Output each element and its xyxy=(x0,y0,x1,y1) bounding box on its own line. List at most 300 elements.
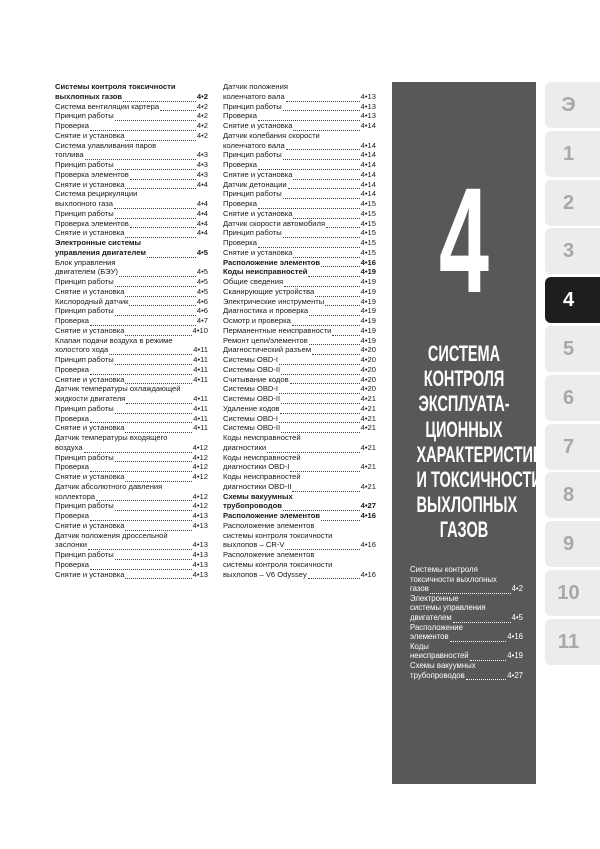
toc-entry[interactable] xyxy=(223,316,376,326)
chapter-tab-8[interactable]: 8 xyxy=(545,472,600,518)
dot-leader xyxy=(88,542,192,550)
dot-leader xyxy=(125,181,195,189)
toc-entry-title: Снятие и установка xyxy=(55,130,125,140)
dot-leader xyxy=(290,376,360,384)
dot-leader xyxy=(125,425,192,433)
toc-entry[interactable] xyxy=(223,443,376,453)
toc-entry-page: 4•21 xyxy=(360,413,376,423)
toc-entry[interactable] xyxy=(223,355,376,365)
toc-entry[interactable] xyxy=(223,248,376,258)
toc-entry-title: Принцип работы xyxy=(55,355,114,364)
toc-entry-page: 4•15 xyxy=(360,247,376,257)
toc-entry[interactable] xyxy=(55,131,208,141)
toc-entry[interactable] xyxy=(55,267,208,277)
dot-leader xyxy=(285,542,359,550)
toc-entry-page: 4•16 xyxy=(507,632,523,642)
dot-leader xyxy=(125,376,192,384)
toc-entry-page: 4•2 xyxy=(196,111,208,121)
chapter-tab-7[interactable]: 7 xyxy=(545,424,600,470)
dot-leader xyxy=(279,415,360,423)
toc-entry[interactable] xyxy=(55,345,208,355)
toc-entry[interactable] xyxy=(223,540,376,550)
dot-leader xyxy=(281,425,360,433)
toc-entry-page: 4•11 xyxy=(193,355,208,364)
toc-entry[interactable] xyxy=(410,584,523,594)
toc-entry-title: Системы OBD-I xyxy=(223,355,279,364)
toc-entry-page: 4•20 xyxy=(360,364,376,374)
dot-leader xyxy=(308,571,360,579)
dot-leader xyxy=(109,347,192,355)
toc-entry-page: 4•2 xyxy=(196,130,208,140)
chapter-title-line: ХАРАКТЕРИСТИК xyxy=(416,441,542,467)
toc-entry[interactable]: Система улавливания паров xyxy=(55,140,157,150)
chapter-tab-3[interactable]: 3 xyxy=(545,228,600,274)
toc-entry[interactable] xyxy=(410,613,523,623)
toc-entry[interactable] xyxy=(55,365,208,375)
toc-entry[interactable] xyxy=(55,228,208,238)
toc-entry[interactable] xyxy=(55,375,208,385)
toc-entry[interactable]: Датчик температуры охлаждающей xyxy=(55,384,181,394)
toc-entry-page: 4•3 xyxy=(196,160,208,169)
toc-entry-page: 4•2 xyxy=(196,101,208,111)
toc-entry-title: холостого хода xyxy=(55,345,109,355)
toc-entry-title: Снятие и установка xyxy=(55,286,125,296)
chapter-tab-4[interactable]: 4 xyxy=(545,277,600,323)
toc-entry[interactable] xyxy=(55,111,208,121)
dot-leader xyxy=(321,513,360,521)
dot-leader xyxy=(115,406,193,414)
toc-entry-page: 4•20 xyxy=(360,384,376,394)
toc-entry[interactable] xyxy=(55,316,208,326)
toc-entry-title: выхлопного газа xyxy=(55,199,113,208)
dot-leader xyxy=(286,94,360,102)
dot-leader xyxy=(115,503,192,511)
chapter-tab-6[interactable]: 6 xyxy=(545,375,600,421)
toc-entry-page: 4•5 xyxy=(196,286,208,296)
toc-entry[interactable] xyxy=(223,267,376,277)
toc-entry-title: Снятие и установка xyxy=(55,179,125,189)
dot-leader xyxy=(115,279,196,287)
chapter-title-line: КОНТРОЛЯ xyxy=(423,366,505,392)
toc-entry[interactable]: Расположение xyxy=(410,622,463,632)
chapter-number: 4 xyxy=(438,156,490,324)
toc-entry-page: 4•5 xyxy=(196,267,208,277)
chapter-tab-1[interactable]: 1 xyxy=(545,131,600,177)
toc-entry-title: Проверка xyxy=(223,111,258,121)
toc-entry-page: 4•21 xyxy=(360,442,376,452)
toc-entry-title: Проверка xyxy=(55,316,90,325)
toc-entry[interactable]: Блок управления xyxy=(55,257,116,267)
toc-entry[interactable] xyxy=(223,170,376,180)
toc-entry[interactable] xyxy=(55,550,208,560)
toc-entry-page: 4•13 xyxy=(192,550,208,559)
toc-entry[interactable] xyxy=(223,238,376,248)
toc-entry-page: 4•12 xyxy=(192,452,208,462)
toc-entry[interactable]: Коды неисправностей xyxy=(223,433,301,442)
dot-leader xyxy=(90,367,192,375)
toc-entry-page: 4•14 xyxy=(360,150,376,160)
toc-entry-title: Принцип работы xyxy=(223,228,282,238)
chapter-tab-2[interactable]: 2 xyxy=(545,180,600,226)
toc-entry-page: 4•21 xyxy=(360,403,376,413)
toc-entry[interactable] xyxy=(55,150,208,160)
toc-entry[interactable] xyxy=(223,92,376,102)
toc-entry-page: 4•4 xyxy=(196,179,208,189)
toc-entry[interactable]: Датчик температуры входящего xyxy=(55,433,168,442)
dot-leader xyxy=(115,113,196,121)
toc-entry-page: 4•12 xyxy=(192,501,208,511)
toc-entry[interactable] xyxy=(55,423,208,433)
toc-entry[interactable] xyxy=(55,443,208,453)
toc-entry[interactable]: Системы контроля xyxy=(410,565,478,574)
toc-entry[interactable]: Коды xyxy=(410,641,429,651)
toc-entry-title: Системы OBD-II xyxy=(223,394,281,403)
toc-entry-title: Принцип работы xyxy=(55,208,114,218)
toc-entry-page: 4•11 xyxy=(193,345,208,355)
toc-entry-page: 4•20 xyxy=(360,374,376,384)
toc-entry[interactable]: системы управления xyxy=(410,603,486,613)
toc-entry[interactable] xyxy=(223,180,376,190)
toc-entry-page: 4•20 xyxy=(360,345,376,355)
toc-entry[interactable] xyxy=(223,345,376,355)
toc-entry[interactable] xyxy=(223,150,376,160)
toc-entry[interactable] xyxy=(223,384,376,394)
toc-entry[interactable] xyxy=(223,141,376,151)
toc-entry[interactable]: Коды неисправностей xyxy=(223,472,301,481)
toc-entry-title: Диагностический разъем xyxy=(223,345,312,355)
toc-entry-page: 4•11 xyxy=(193,364,208,374)
toc-entry[interactable] xyxy=(223,277,376,287)
toc-entry-title: Проверка xyxy=(55,462,90,472)
dot-leader xyxy=(126,396,192,404)
toc-entry[interactable] xyxy=(223,404,376,414)
toc-entry-title: Принцип работы xyxy=(55,111,114,121)
toc-entry[interactable]: Коды неисправностей xyxy=(223,452,301,462)
toc-entry-title: Принцип работы xyxy=(55,403,114,413)
toc-entry-title: Принцип работы xyxy=(223,189,282,199)
toc-entry-title: Снятие и установка xyxy=(223,169,293,179)
toc-entry-title: Общие сведения xyxy=(223,277,284,286)
toc-entry-title: Датчик детонации xyxy=(223,179,287,189)
toc-entry-title: Снятие и установка xyxy=(55,423,125,433)
toc-entry[interactable] xyxy=(223,482,376,492)
toc-entry[interactable]: Датчик положения дроссельной xyxy=(55,530,168,540)
toc-entry-page: 4•3 xyxy=(196,150,208,160)
toc-entry-page: 4•16 xyxy=(360,257,376,267)
toc-entry-title: Проверка xyxy=(55,511,90,520)
toc-entry-title: диагностики OBD-I xyxy=(223,462,290,472)
toc-entry[interactable] xyxy=(55,462,208,472)
toc-entry-title: Проверка элементов xyxy=(55,218,129,228)
dot-leader xyxy=(288,181,360,189)
toc-entry-title: Системы OBD-II xyxy=(223,423,281,433)
toc-entry-page: 4•19 xyxy=(360,316,376,325)
toc-entry[interactable] xyxy=(55,570,208,580)
toc-entry[interactable] xyxy=(223,258,376,268)
toc-entry[interactable] xyxy=(223,287,376,297)
toc-entry[interactable] xyxy=(55,121,208,131)
toc-entry[interactable]: Схемы вакуумных xyxy=(223,491,293,501)
toc-entry[interactable] xyxy=(55,297,208,307)
toc-entry-title: Снятие и установка xyxy=(55,472,125,481)
toc-entry-page: 4•4 xyxy=(196,208,208,218)
toc-entry[interactable] xyxy=(55,540,208,550)
dot-leader xyxy=(125,133,195,141)
toc-entry-page: 4•10 xyxy=(192,325,208,335)
dot-leader xyxy=(90,513,192,521)
dot-leader xyxy=(267,445,359,453)
toc-entry-page: 4•21 xyxy=(360,394,376,403)
chapter-title-line: И ТОКСИЧНОСТИ xyxy=(416,467,542,493)
toc-entry-title: Снятие и установка xyxy=(55,569,125,579)
chapter-tab-9[interactable]: 9 xyxy=(545,521,600,567)
toc-entry[interactable] xyxy=(55,404,208,414)
toc-entry[interactable]: Датчик положения xyxy=(223,82,288,91)
toc-entry[interactable] xyxy=(223,189,376,199)
toc-entry-title: коленчатого вала xyxy=(223,91,285,101)
toc-entry[interactable] xyxy=(223,228,376,238)
dot-leader xyxy=(470,653,507,661)
chapter-title-line: ЦИОННЫХ xyxy=(425,416,503,442)
dot-leader xyxy=(309,337,360,345)
dot-leader xyxy=(90,318,196,326)
toc-entry-title: Проверка xyxy=(55,413,90,423)
toc-entry[interactable]: Расположение элементов xyxy=(223,520,315,530)
dot-leader xyxy=(115,211,196,219)
toc-entry[interactable] xyxy=(55,306,208,316)
toc-entry-title: коленчатого вала xyxy=(223,140,285,150)
toc-entry-page: 4•4 xyxy=(196,228,208,238)
dot-leader xyxy=(280,406,359,414)
toc-entry[interactable] xyxy=(55,92,208,102)
toc-entry-page: 4•15 xyxy=(360,218,376,228)
toc-entry[interactable] xyxy=(55,355,208,365)
dot-leader xyxy=(283,103,360,111)
toc-entry[interactable] xyxy=(223,423,376,433)
toc-entry[interactable] xyxy=(223,326,376,336)
dot-leader xyxy=(293,211,359,219)
toc-entry-page: 4•14 xyxy=(360,140,376,150)
toc-entry[interactable] xyxy=(55,560,208,570)
dot-leader xyxy=(279,357,360,365)
toc-entry-page: 4•13 xyxy=(192,520,208,530)
toc-entry[interactable] xyxy=(55,180,208,190)
chapter-tab-5[interactable]: 5 xyxy=(545,326,600,372)
chapter-mini-toc xyxy=(410,565,523,680)
toc-entry[interactable] xyxy=(55,209,208,219)
dot-leader xyxy=(90,464,192,472)
toc-entry-title: диагностики OBD-II xyxy=(223,481,292,491)
chapter-tab-e[interactable]: Э xyxy=(545,82,600,128)
dot-leader xyxy=(115,454,192,462)
toc-entry-title: Считывание кодов xyxy=(223,374,289,384)
toc-entry-page: 4•11 xyxy=(193,413,208,423)
toc-entry-title: Проверка xyxy=(223,199,258,208)
toc-entry-page: 4•2 xyxy=(196,91,208,101)
toc-entry-page: 4•14 xyxy=(360,179,376,189)
toc-entry-title: Принцип работы xyxy=(55,160,114,169)
toc-entry-title: топлива xyxy=(55,150,84,160)
toc-entry[interactable] xyxy=(223,306,376,316)
toc-entry-title: неисправностей xyxy=(410,651,469,661)
dot-leader xyxy=(115,552,192,560)
dot-leader xyxy=(84,445,192,453)
toc-entry-page: 4•15 xyxy=(360,199,376,208)
toc-entry-page: 4•12 xyxy=(192,491,208,501)
toc-entry[interactable] xyxy=(55,492,208,502)
toc-entry[interactable] xyxy=(223,394,376,404)
toc-entry[interactable] xyxy=(55,287,208,297)
dot-leader xyxy=(453,615,511,623)
dot-leader xyxy=(125,289,195,297)
chapter-tab-11[interactable]: 11 xyxy=(545,619,600,665)
toc-entry[interactable] xyxy=(223,365,376,375)
toc-entry-page: 4•14 xyxy=(360,169,376,179)
dot-leader xyxy=(321,259,360,267)
toc-entry[interactable] xyxy=(55,472,208,482)
toc-entry[interactable] xyxy=(223,219,376,229)
toc-entry[interactable] xyxy=(223,511,376,521)
toc-entry[interactable] xyxy=(55,219,208,229)
toc-entry[interactable] xyxy=(55,248,208,258)
toc-entry[interactable]: Схемы вакуумных xyxy=(410,660,476,670)
toc-entry[interactable] xyxy=(55,170,208,180)
dot-leader xyxy=(325,298,359,306)
toc-entry[interactable]: Клапан подачи воздуха в режиме xyxy=(55,335,173,345)
toc-entry[interactable] xyxy=(55,521,208,531)
toc-entry[interactable] xyxy=(55,277,208,287)
toc-entry-title: диагностики xyxy=(223,442,267,452)
toc-entry-page: 4•14 xyxy=(360,160,376,169)
dot-leader xyxy=(309,308,360,316)
toc-entry-page: 4•15 xyxy=(360,228,376,238)
toc-entry-title: Системы OBD-I xyxy=(223,384,279,394)
toc-entry[interactable] xyxy=(223,501,376,511)
dot-leader xyxy=(125,474,191,482)
toc-entry[interactable] xyxy=(55,453,208,463)
toc-entry[interactable] xyxy=(55,414,208,424)
toc-entry-title: Ремонт цепи/элементов xyxy=(223,335,308,345)
toc-entry-page: 4•11 xyxy=(193,374,208,384)
toc-entry[interactable] xyxy=(410,632,523,642)
toc-entry[interactable] xyxy=(55,511,208,521)
toc-entry-title: Снятие и установка xyxy=(223,247,293,257)
toc-entry-title: заслонки xyxy=(55,540,87,550)
toc-entry-title: Датчик скорости автомобиля xyxy=(223,218,326,228)
toc-entry[interactable] xyxy=(55,326,208,336)
toc-entry[interactable]: Датчик абсолютного давления xyxy=(55,481,163,491)
toc-entry[interactable] xyxy=(223,199,376,209)
toc-entry[interactable] xyxy=(223,121,376,131)
toc-entry-page: 4•19 xyxy=(360,277,376,286)
dot-leader xyxy=(312,347,360,355)
toc-entry[interactable]: Система рециркуляции xyxy=(55,189,138,199)
dot-leader xyxy=(450,634,507,642)
dot-leader xyxy=(115,357,193,365)
toc-entry-page: 4•19 xyxy=(360,335,376,345)
chapter-title-line: СИСТЕМА xyxy=(427,341,501,366)
toc-entry-page: 4•3 xyxy=(196,169,208,179)
dot-leader xyxy=(281,367,360,375)
dot-leader xyxy=(283,230,360,238)
toc-entry-title: выхлопов – V6 Odyssey xyxy=(223,569,307,579)
toc-entry-title: Снятие и установка xyxy=(55,520,125,530)
dot-leader xyxy=(283,191,360,199)
toc-entry[interactable]: Системы контроля токсичности xyxy=(55,82,176,91)
toc-entry-page: 4•27 xyxy=(507,670,523,680)
toc-entry[interactable] xyxy=(223,160,376,170)
toc-entry[interactable] xyxy=(55,102,208,112)
toc-entry[interactable] xyxy=(223,336,376,346)
dot-leader xyxy=(308,269,359,277)
toc-entry-page: 4•27 xyxy=(360,501,376,511)
dot-leader xyxy=(115,308,196,316)
toc-entry[interactable]: Расположение элементов xyxy=(223,550,315,559)
toc-entry-page: 4•4 xyxy=(196,199,208,208)
toc-entry-title: коллектора xyxy=(55,491,96,501)
toc-entry[interactable] xyxy=(223,111,376,121)
dot-leader xyxy=(430,586,511,594)
dot-leader xyxy=(90,562,192,570)
toc-column-left xyxy=(55,82,208,579)
toc-entry[interactable]: системы контроля токсичности xyxy=(223,530,333,540)
toc-entry[interactable]: системы контроля токсичности xyxy=(223,559,333,569)
toc-entry-page: 4•13 xyxy=(360,91,376,101)
toc-entry[interactable]: Электронные системы xyxy=(55,238,142,247)
toc-entry-page: 4•16 xyxy=(360,569,376,579)
toc-entry[interactable] xyxy=(55,501,208,511)
toc-entry[interactable]: токсичности выхлопных xyxy=(410,574,497,584)
toc-entry[interactable] xyxy=(55,199,208,209)
toc-entry[interactable] xyxy=(223,414,376,424)
toc-entry-title: Коды неисправностей xyxy=(223,267,308,277)
dot-leader xyxy=(283,152,360,160)
toc-entry[interactable] xyxy=(223,209,376,219)
toc-entry-title: воздуха xyxy=(55,442,83,452)
toc-entry-title: Принцип работы xyxy=(223,150,282,160)
toc-entry[interactable] xyxy=(55,160,208,170)
toc-entry-page: 4•15 xyxy=(360,208,376,218)
toc-entry[interactable] xyxy=(410,671,523,681)
toc-entry-page: 4•11 xyxy=(193,394,208,403)
toc-entry-title: трубопроводов xyxy=(410,670,465,680)
toc-entry[interactable] xyxy=(55,394,208,404)
toc-entry-page: 4•21 xyxy=(360,423,376,433)
toc-entry-page: 4•5 xyxy=(196,247,208,257)
toc-entry-title: жидкости двигателя xyxy=(55,394,126,403)
dot-leader xyxy=(293,250,359,258)
toc-entry-title: Снятие и установка xyxy=(55,374,125,384)
toc-entry-page: 4•19 xyxy=(507,651,523,661)
toc-entry[interactable]: Электронные xyxy=(410,593,459,603)
dot-leader xyxy=(130,220,196,228)
toc-entry-title: Принцип работы xyxy=(55,501,114,511)
toc-entry[interactable] xyxy=(223,375,376,385)
toc-entry-page: 4•20 xyxy=(360,355,376,364)
toc-entry-title: Системы OBD-I xyxy=(223,413,279,423)
chapter-tab-10[interactable]: 10 xyxy=(545,570,600,616)
toc-entry-title: Система вентиляции картера xyxy=(55,101,160,111)
toc-entry[interactable] xyxy=(223,462,376,472)
toc-entry[interactable] xyxy=(223,297,376,307)
toc-entry[interactable]: Датчик колебания скорости xyxy=(223,130,320,140)
toc-entry[interactable] xyxy=(410,651,523,661)
toc-entry-title: Диагностика и проверка xyxy=(223,306,309,316)
toc-entry[interactable] xyxy=(223,102,376,112)
toc-entry-title: Принцип работы xyxy=(55,306,114,316)
toc-entry-page: 4•21 xyxy=(360,462,376,472)
toc-entry[interactable] xyxy=(223,570,376,580)
